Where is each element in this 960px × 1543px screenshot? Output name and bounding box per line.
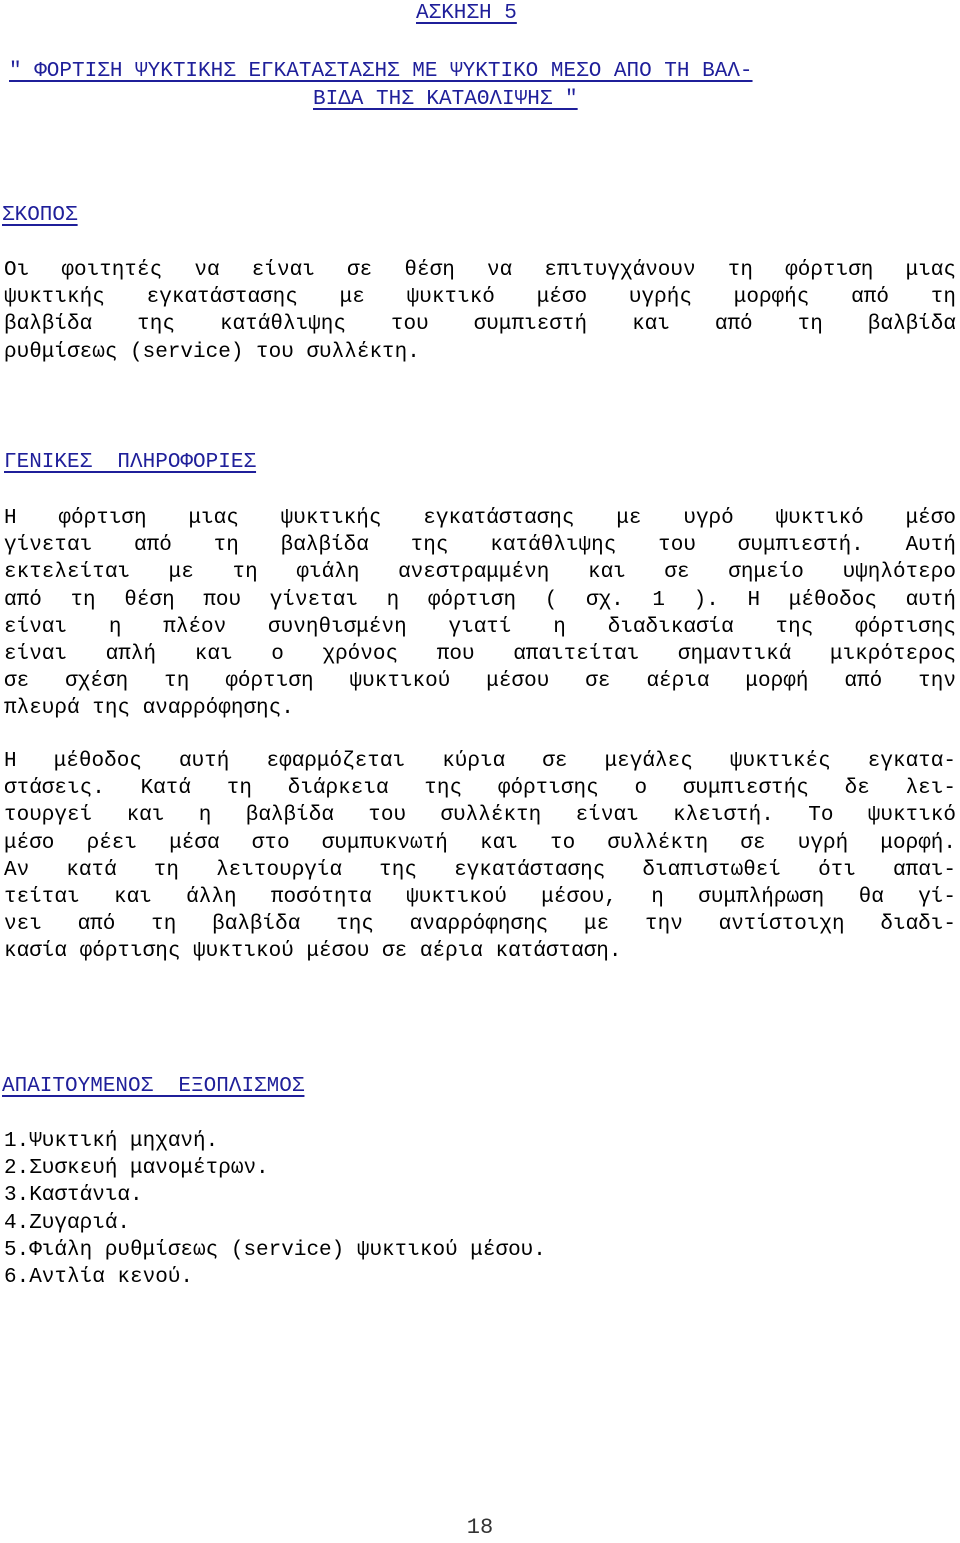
general-info-line: στάσεις. Κατά τη διάρκεια της φόρτισης ο συμπιεστής δε λει- xyxy=(4,777,956,801)
general-info-line: τείται και άλλη ποσότητα ψυκτικού μέσου, η συμπλήρωση θα γί- xyxy=(4,885,956,909)
purpose-line: βαλβίδα της κατάθλιψης του συμπιεστή και από τη βαλβίδα xyxy=(4,313,956,337)
general-info-line: είναι η πλέον συνηθισμένη γιατί η διαδικασία της φόρτισης xyxy=(4,615,956,639)
purpose-line: ψυκτικής εγκατάστασης με ψυκτικό μέσο υγρής μορφής από τη xyxy=(4,286,956,310)
exercise-title: ΑΣΚΗΣΗ 5 xyxy=(416,2,517,25)
equipment-list xyxy=(4,1128,546,1291)
general-info-line: Η φόρτιση μιας ψυκτικής εγκατάστασης με υγρό ψυκτικό μέσο xyxy=(4,507,956,530)
equipment-item: 2.Συσκευή μανομέτρων. xyxy=(4,1157,269,1181)
main-title-line-2: ΒΙΔΑ ΤΗΣ ΚΑΤΑΘΛΙΨΗΣ " xyxy=(313,88,578,111)
general-info-line: σε σχέση τη φόρτιση ψυκτικού μέσου σε αέρια μορφή από την xyxy=(4,670,956,694)
general-info-line: από τη θέση που γίνεται η φόρτιση ( σχ. 1 ). Η μέθοδος αυτή xyxy=(4,588,956,612)
general-info-line: εκτελείται με τη φιάλη ανεστραμμένη και σε σημείο υψηλότερο xyxy=(4,561,956,585)
equipment-item: 5.Φιάλη ρυθμίσεως (service) ψυκτικού μέσου. xyxy=(4,1238,546,1262)
main-title-line-1: " ΦΟΡΤΙΣΗ ΨΥΚΤΙΚΗΣ ΕΓΚΑΤΑΣΤΑΣΗΣ ΜΕ ΨΥΚΤΙΚΟ ΜΕΣΟ ΑΠΟ ΤΗ ΒΑΛ- xyxy=(9,60,753,83)
general-info-paragraph-2 xyxy=(4,748,956,966)
general-info-paragraph-1 xyxy=(4,505,956,723)
general-info-line: κασία φόρτισης ψυκτικού μέσου σε αέρια κατάσταση. xyxy=(4,940,622,964)
general-info-line: μέσο ρέει μέσα στο συμπυκνωτή και το συλλέκτη σε υγρή μορφή. xyxy=(4,831,956,855)
general-info-line: τουργεί και η βαλβίδα του συλλέκτη είναι κλειστή. Το ψυκτικό xyxy=(4,804,956,828)
general-info-line: Η μέθοδος αυτή εφαρμόζεται κύρια σε μεγάλες ψυκτικές εγκατα- xyxy=(4,750,956,773)
equipment-heading: ΑΠΑΙΤΟΥΜΕΝΟΣ ΕΞΟΠΛΙΣΜΟΣ xyxy=(2,1075,305,1098)
general-info-line: πλευρά της αναρρόφησης. xyxy=(4,697,294,721)
general-info-line: γίνεται από τη βαλβίδα της κατάθλιψης του συμπιεστή. Αυτή xyxy=(4,534,956,558)
equipment-item: 1.Ψυκτική μηχανή. xyxy=(4,1130,219,1153)
purpose-line: Οι φοιτητές να είναι σε θέση να επιτυγχάνουν τη φόρτιση μιας xyxy=(4,259,956,282)
general-info-line: νει από τη βαλβίδα της αναρρόφησης με την αντίστοιχη διαδι- xyxy=(4,913,956,937)
purpose-line: ρυθμίσεως (service) του συλλέκτη. xyxy=(4,340,420,364)
general-info-line: είναι απλή και ο χρόνος που απαιτείται σημαντικά μικρότερος xyxy=(4,642,956,666)
general-info-line: Αν κατά τη λειτουργία της εγκατάστασης διαπιστωθεί ότι απαι- xyxy=(4,858,956,882)
purpose-paragraph xyxy=(4,257,956,366)
equipment-item: 4.Ζυγαριά. xyxy=(4,1211,131,1235)
general-info-heading: ΓΕΝΙΚΕΣ ΠΛΗΡΟΦΟΡΙΕΣ xyxy=(4,451,257,474)
equipment-item: 3.Καστάνια. xyxy=(4,1184,143,1208)
page-number: 18 xyxy=(466,1515,494,1540)
purpose-heading: ΣΚΟΠΟΣ xyxy=(2,204,78,227)
equipment-item: 6.Αντλία κενού. xyxy=(4,1266,194,1290)
